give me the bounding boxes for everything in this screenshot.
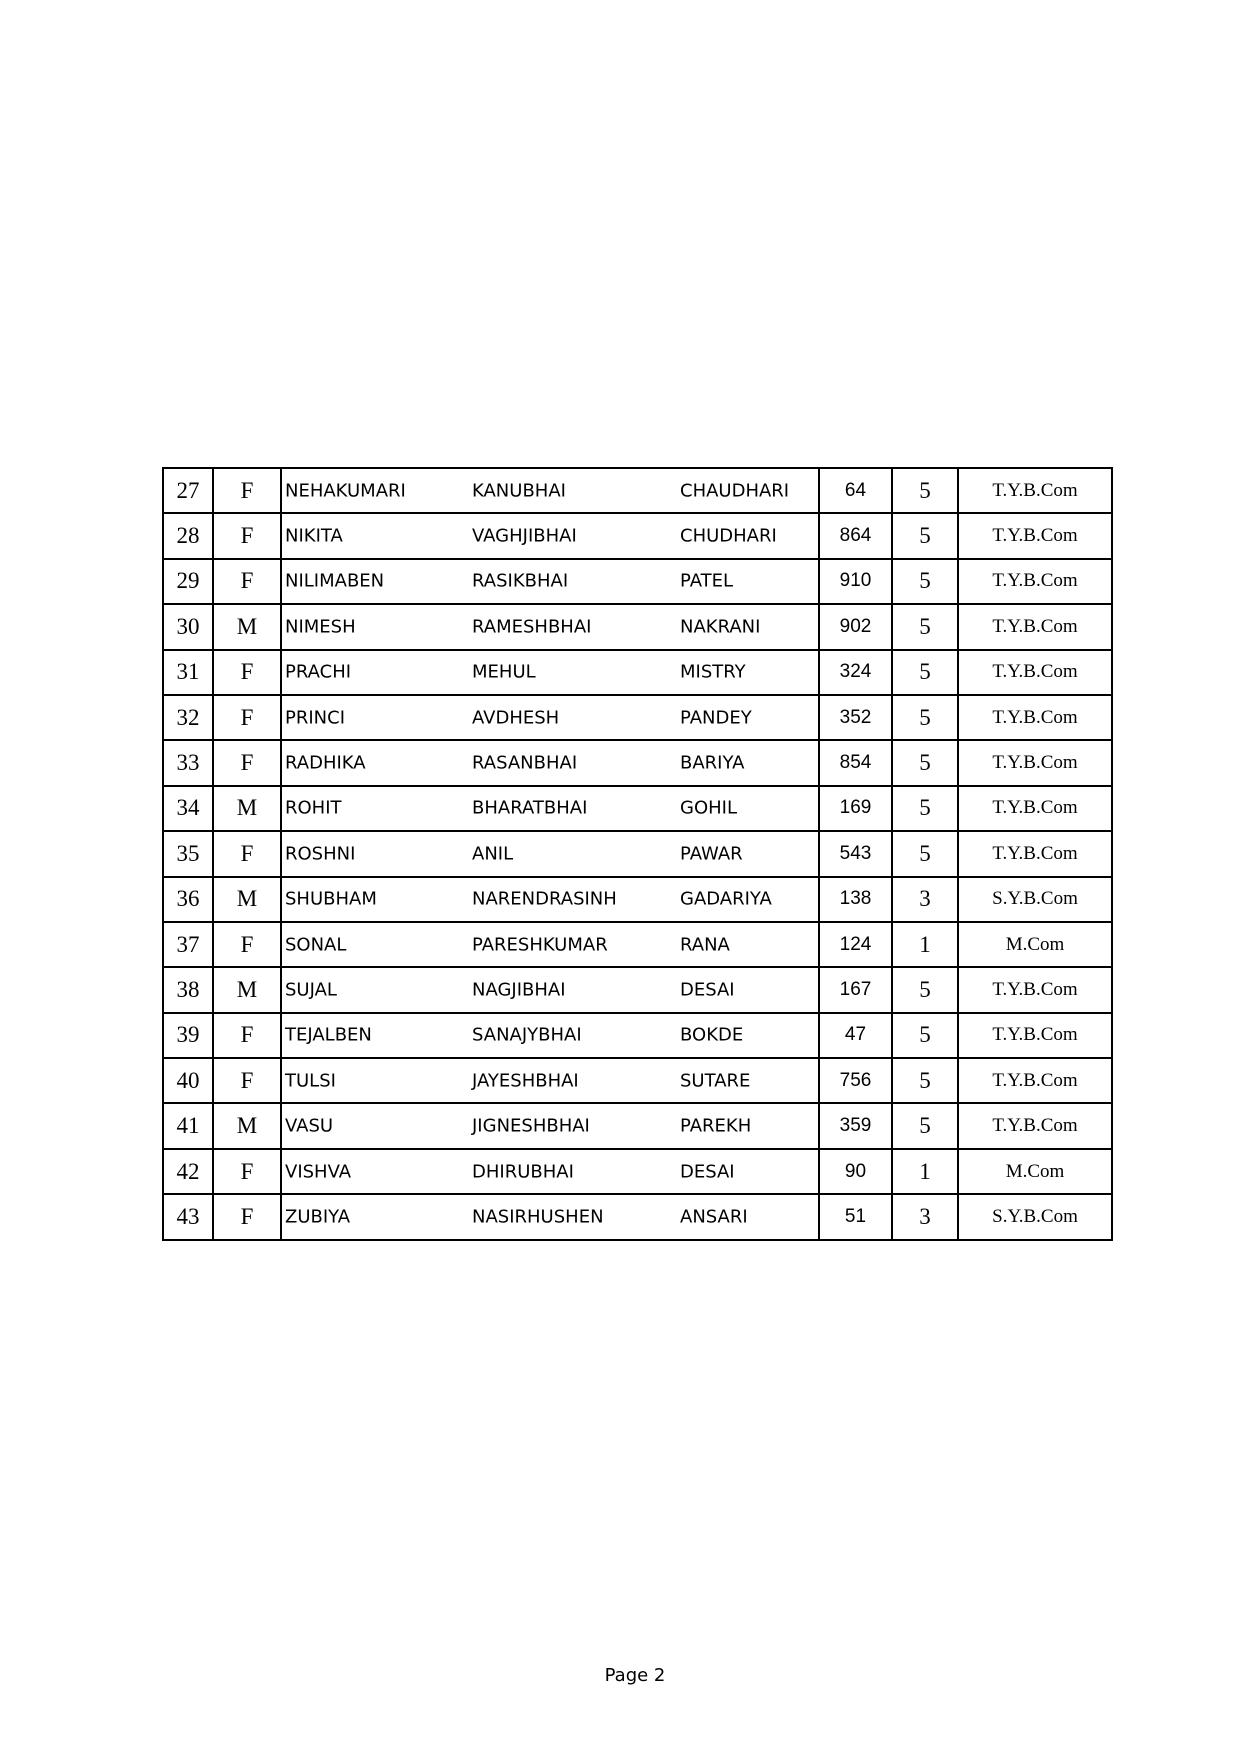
gender-cell: M [213, 604, 281, 649]
middle-name: RASANBHAI [472, 752, 578, 774]
first-name: SONAL [285, 934, 347, 956]
gender-cell: F [213, 1149, 281, 1194]
last-name: CHUDHARI [680, 525, 777, 547]
first-name: SUJAL [285, 979, 337, 1001]
first-name: VASU [285, 1115, 334, 1137]
student-number-cell: 756 [819, 1058, 892, 1103]
class-cell: T.Y.B.Com [958, 967, 1112, 1012]
semester-cell: 5 [892, 786, 958, 831]
student-number-cell: 902 [819, 604, 892, 649]
student-name-cell [281, 877, 819, 922]
gender-cell: F [213, 559, 281, 604]
serial-number-cell: 27 [163, 468, 213, 513]
table-row [163, 1058, 1112, 1103]
semester-cell: 5 [892, 1103, 958, 1148]
student-name-cell [281, 468, 819, 513]
class-cell: T.Y.B.Com [958, 695, 1112, 740]
last-name: DESAI [680, 1161, 735, 1183]
class-cell: T.Y.B.Com [958, 1013, 1112, 1058]
serial-number-cell: 43 [163, 1194, 213, 1239]
class-cell: M.Com [958, 1149, 1112, 1194]
gender-cell: F [213, 468, 281, 513]
gender-cell: F [213, 922, 281, 967]
first-name: ROSHNI [285, 843, 356, 865]
gender-cell: F [213, 650, 281, 695]
gender-cell: F [213, 740, 281, 785]
table-row [163, 650, 1112, 695]
serial-number-cell: 37 [163, 922, 213, 967]
student-number-cell: 864 [819, 513, 892, 558]
middle-name: SANAJYBHAI [472, 1024, 582, 1046]
semester-cell: 5 [892, 740, 958, 785]
middle-name: JAYESHBHAI [472, 1070, 579, 1092]
middle-name: ANIL [472, 843, 514, 865]
semester-cell: 3 [892, 877, 958, 922]
gender-cell: F [213, 831, 281, 876]
student-name-cell [281, 1194, 819, 1239]
student-number-cell: 124 [819, 922, 892, 967]
page-number: Page 2 [604, 1665, 666, 1686]
class-cell: T.Y.B.Com [958, 650, 1112, 695]
student-number-cell: 352 [819, 695, 892, 740]
student-name-cell [281, 559, 819, 604]
first-name: ROHIT [285, 797, 342, 819]
student-number-cell: 167 [819, 967, 892, 1012]
student-number-cell: 169 [819, 786, 892, 831]
serial-number-cell: 42 [163, 1149, 213, 1194]
table-row [163, 695, 1112, 740]
serial-number-cell: 35 [163, 831, 213, 876]
last-name: MISTRY [680, 661, 746, 683]
last-name: RANA [680, 934, 730, 956]
student-name-cell [281, 922, 819, 967]
serial-number-cell: 32 [163, 695, 213, 740]
table-row [163, 740, 1112, 785]
last-name: DESAI [680, 979, 735, 1001]
student-number-cell: 543 [819, 831, 892, 876]
student-name-cell [281, 650, 819, 695]
student-name-cell [281, 967, 819, 1012]
first-name: RADHIKA [285, 752, 366, 774]
table-row [163, 513, 1112, 558]
last-name: ANSARI [680, 1206, 748, 1228]
table-row [163, 877, 1112, 922]
gender-cell: M [213, 786, 281, 831]
semester-cell: 5 [892, 604, 958, 649]
middle-name: RAMESHBHAI [472, 616, 592, 638]
last-name: PAREKH [680, 1115, 752, 1137]
serial-number-cell: 28 [163, 513, 213, 558]
middle-name: PARESHKUMAR [472, 934, 608, 956]
class-cell: T.Y.B.Com [958, 786, 1112, 831]
serial-number-cell: 34 [163, 786, 213, 831]
last-name: PATEL [680, 570, 734, 592]
student-name-cell [281, 1013, 819, 1058]
first-name: NEHAKUMARI [285, 480, 406, 502]
gender-cell: F [213, 695, 281, 740]
table-row [163, 786, 1112, 831]
last-name: PAWAR [680, 843, 743, 865]
table-row [163, 831, 1112, 876]
student-number-cell: 51 [819, 1194, 892, 1239]
semester-cell: 5 [892, 468, 958, 513]
table-row [163, 468, 1112, 513]
table-row [163, 1194, 1112, 1239]
serial-number-cell: 31 [163, 650, 213, 695]
middle-name: RASIKBHAI [472, 570, 569, 592]
serial-number-cell: 41 [163, 1103, 213, 1148]
student-name-cell [281, 1149, 819, 1194]
semester-cell: 5 [892, 831, 958, 876]
table-row [163, 559, 1112, 604]
last-name: BOKDE [680, 1024, 744, 1046]
semester-cell: 1 [892, 922, 958, 967]
last-name: GADARIYA [680, 888, 772, 910]
student-number-cell: 359 [819, 1103, 892, 1148]
semester-cell: 5 [892, 650, 958, 695]
semester-cell: 5 [892, 695, 958, 740]
student-number-cell: 138 [819, 877, 892, 922]
middle-name: MEHUL [472, 661, 536, 683]
student-name-cell [281, 604, 819, 649]
middle-name: VAGHJIBHAI [472, 525, 577, 547]
first-name: SHUBHAM [285, 888, 377, 910]
serial-number-cell: 29 [163, 559, 213, 604]
class-cell: T.Y.B.Com [958, 513, 1112, 558]
middle-name: NARENDRASINH [472, 888, 617, 910]
table-body [163, 468, 1112, 1240]
student-number-cell: 324 [819, 650, 892, 695]
semester-cell: 5 [892, 1013, 958, 1058]
semester-cell: 5 [892, 559, 958, 604]
middle-name: NASIRHUSHEN [472, 1206, 604, 1228]
semester-cell: 5 [892, 1058, 958, 1103]
student-number-cell: 90 [819, 1149, 892, 1194]
student-name-cell [281, 786, 819, 831]
gender-cell: F [213, 513, 281, 558]
gender-cell: F [213, 1058, 281, 1103]
class-cell: T.Y.B.Com [958, 468, 1112, 513]
serial-number-cell: 38 [163, 967, 213, 1012]
table-row [163, 922, 1112, 967]
student-number-cell: 47 [819, 1013, 892, 1058]
class-cell: T.Y.B.Com [958, 559, 1112, 604]
first-name: PRACHI [285, 661, 352, 683]
student-number-cell: 910 [819, 559, 892, 604]
serial-number-cell: 33 [163, 740, 213, 785]
class-cell: T.Y.B.Com [958, 1058, 1112, 1103]
semester-cell: 3 [892, 1194, 958, 1239]
table-row [163, 967, 1112, 1012]
serial-number-cell: 40 [163, 1058, 213, 1103]
student-name-cell [281, 831, 819, 876]
last-name: NAKRANI [680, 616, 761, 638]
last-name: GOHIL [680, 797, 737, 819]
semester-cell: 1 [892, 1149, 958, 1194]
last-name: CHAUDHARI [680, 480, 790, 502]
class-cell: M.Com [958, 922, 1112, 967]
table-row [163, 604, 1112, 649]
serial-number-cell: 36 [163, 877, 213, 922]
serial-number-cell: 30 [163, 604, 213, 649]
student-name-cell [281, 1058, 819, 1103]
gender-cell: F [213, 1013, 281, 1058]
middle-name: NAGJIBHAI [472, 979, 566, 1001]
first-name: NIMESH [285, 616, 356, 638]
class-cell: S.Y.B.Com [958, 877, 1112, 922]
gender-cell: M [213, 1103, 281, 1148]
gender-cell: M [213, 967, 281, 1012]
gender-cell: M [213, 877, 281, 922]
class-cell: T.Y.B.Com [958, 604, 1112, 649]
first-name: VISHVA [285, 1161, 352, 1183]
last-name: PANDEY [680, 707, 752, 729]
class-cell: S.Y.B.Com [958, 1194, 1112, 1239]
student-number-cell: 854 [819, 740, 892, 785]
student-name-cell [281, 695, 819, 740]
last-name: BARIYA [680, 752, 745, 774]
table-row [163, 1013, 1112, 1058]
class-cell: T.Y.B.Com [958, 1103, 1112, 1148]
first-name: ZUBIYA [285, 1206, 351, 1228]
first-name: NILIMABEN [285, 570, 385, 592]
middle-name: BHARATBHAI [472, 797, 588, 819]
first-name: TEJALBEN [285, 1024, 372, 1046]
first-name: NIKITA [285, 525, 343, 547]
middle-name: JIGNESHBHAI [472, 1115, 590, 1137]
student-name-cell [281, 740, 819, 785]
middle-name: KANUBHAI [472, 480, 566, 502]
student-name-cell [281, 1103, 819, 1148]
first-name: PRINCI [285, 707, 346, 729]
student-list-table [162, 467, 1113, 1241]
table-row [163, 1103, 1112, 1148]
gender-cell: F [213, 1194, 281, 1239]
first-name: TULSI [285, 1070, 336, 1092]
semester-cell: 5 [892, 967, 958, 1012]
serial-number-cell: 39 [163, 1013, 213, 1058]
student-number-cell: 64 [819, 468, 892, 513]
middle-name: AVDHESH [472, 707, 560, 729]
class-cell: T.Y.B.Com [958, 831, 1112, 876]
table-row [163, 1149, 1112, 1194]
class-cell: T.Y.B.Com [958, 740, 1112, 785]
middle-name: DHIRUBHAI [472, 1161, 574, 1183]
student-name-cell [281, 513, 819, 558]
semester-cell: 5 [892, 513, 958, 558]
last-name: SUTARE [680, 1070, 751, 1092]
